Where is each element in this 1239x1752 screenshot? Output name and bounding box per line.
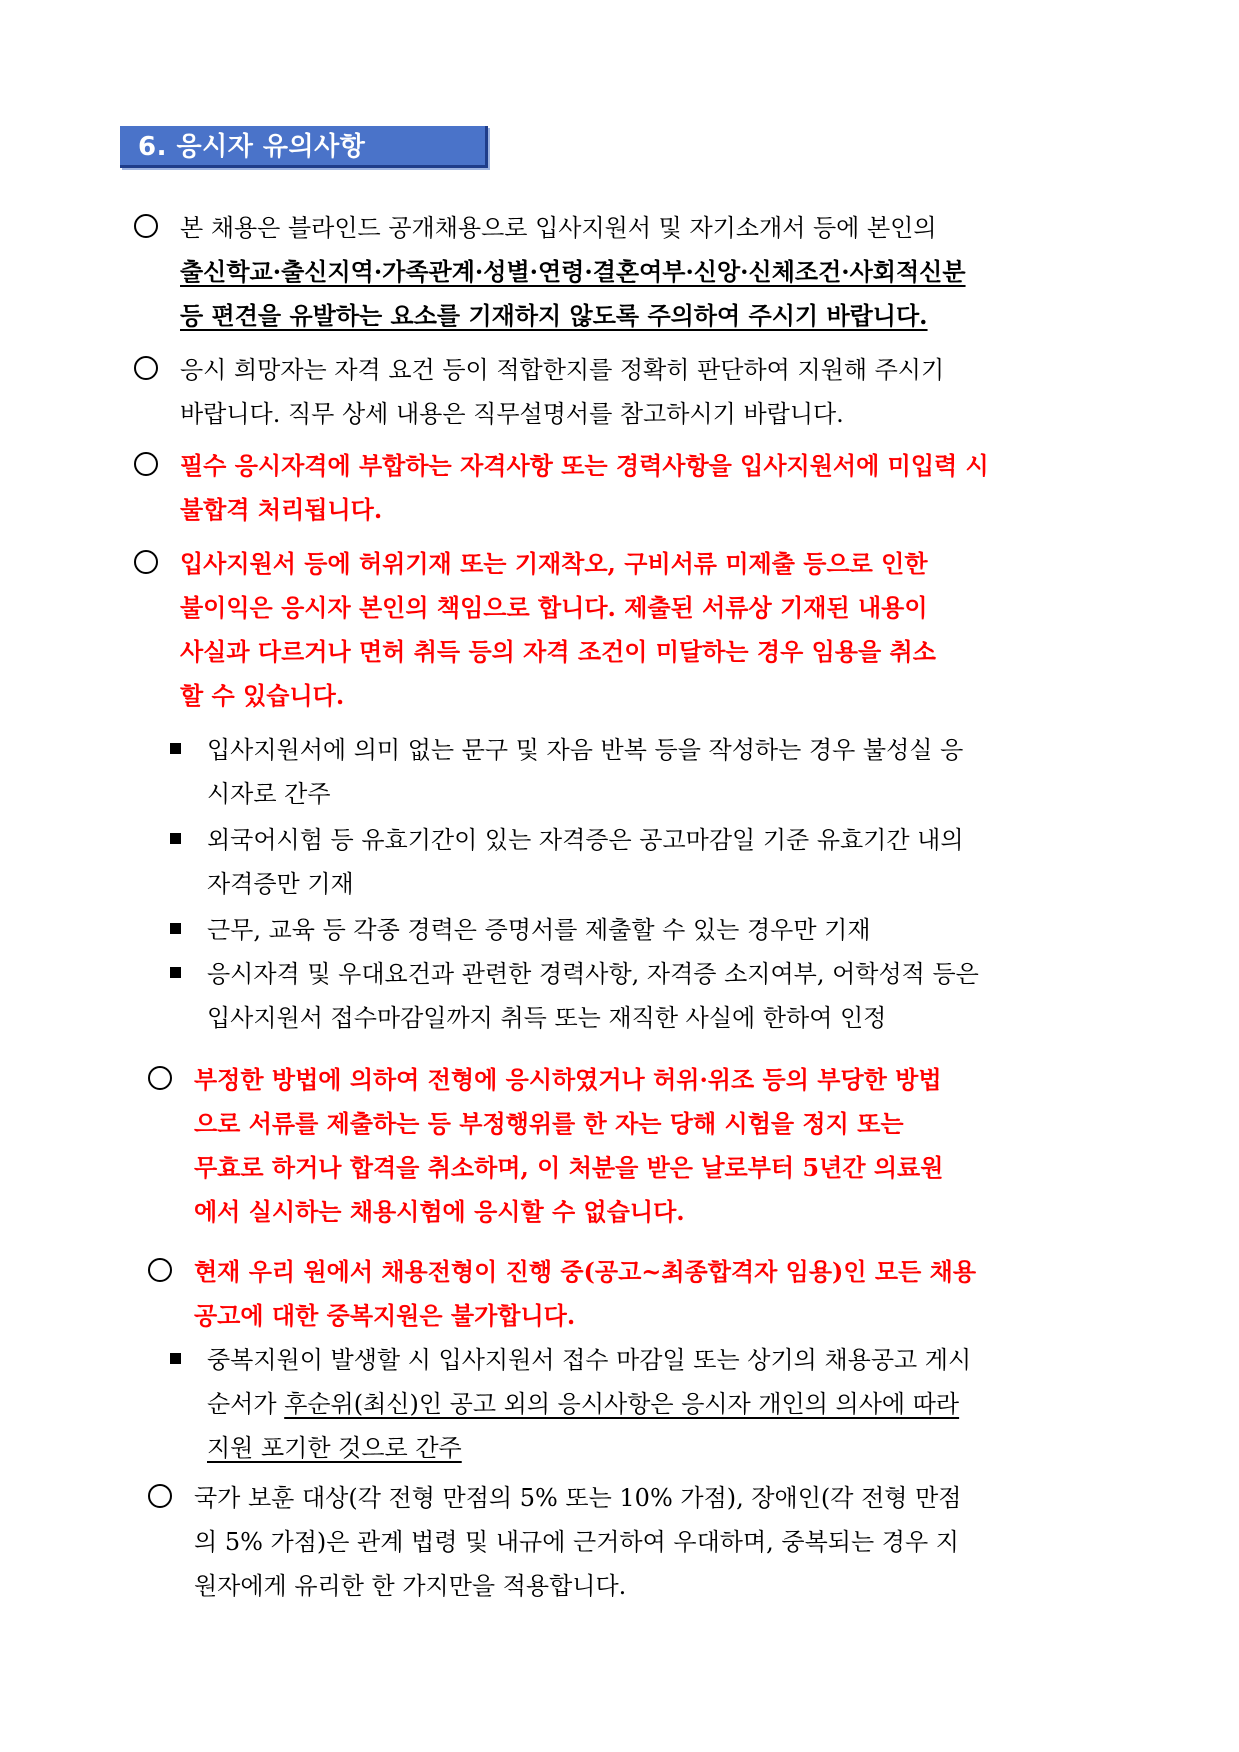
circle-bullet-icon (134, 452, 158, 476)
item-text: 의 5% 가점)은 관계 법령 및 내규에 근거하여 우대하며, 중복되는 경우 지 (194, 1528, 959, 1556)
circle-bullet-icon (134, 214, 158, 238)
item-text: 필수 응시자격에 부합하는 자격사항 또는 경력사항을 입사지원서에 미입력 시 (180, 451, 989, 480)
sub-item-text: 입사지원서 접수마감일까지 취득 또는 재직한 사실에 한하여 인정 (207, 1004, 887, 1032)
sub-item-text-line (207, 1382, 1120, 1426)
item-text: 국가 보훈 대상(각 전형 만점의 5% 또는 10% 가점), 장애인(각 전형 만점 (194, 1484, 962, 1512)
circle-bullet-icon (148, 1258, 172, 1282)
item-text: 공고에 대한 중복지원은 불가합니다. (194, 1301, 576, 1330)
sub-item-text: 중복지원이 발생할 시 입사지원서 접수 마감일 또는 상기의 채용공고 게시 (207, 1346, 972, 1374)
square-bullet-icon (170, 923, 181, 934)
square-bullet-icon (170, 1353, 181, 1364)
sub-item-text: 입사지원서에 의미 없는 문구 및 자음 반복 등을 작성하는 경우 불성실 응 (207, 736, 964, 764)
sub-item-text: 외국어시험 등 유효기간이 있는 자격증은 공고마감일 기준 유효기간 내의 (207, 826, 964, 854)
item-emphasis: 출신학교·출신지역·가족관계·성별·연령·결혼여부·신앙·신체조건·사회적신분 (180, 257, 966, 286)
item-text: 불합격 처리됩니다. (180, 495, 383, 524)
square-bullet-icon (170, 967, 181, 978)
square-bullet-icon (170, 833, 181, 844)
item-text: 응시 희망자는 자격 요건 등이 적합한지를 정확히 판단하여 지원해 주시기 (180, 356, 945, 384)
circle-bullet-icon (148, 1484, 172, 1508)
item-text: 바랍니다. 직무 상세 내용은 직무설명서를 참고하시기 바랍니다. (180, 400, 844, 428)
sub-item-text: 응시자격 및 우대요건과 관련한 경력사항, 자격증 소지여부, 어학성적 등은 (207, 960, 979, 988)
item-text: 부정한 방법에 의하여 전형에 응시하였거나 허위·위조 등의 부당한 방법 (194, 1065, 942, 1094)
section-title: 6. 응시자 유의사항 (120, 126, 488, 168)
sub-item-underlined: 후순위(최신)인 공고 외의 응시사항은 응시자 개인의 의사에 따라 (284, 1390, 960, 1418)
item-text: 불이익은 응시자 본인의 책임으로 합니다. 제출된 서류상 기재된 내용이 (180, 593, 928, 622)
sub-item-text: 시자로 간주 (207, 780, 331, 808)
circle-bullet-icon (134, 550, 158, 574)
circle-bullet-icon (134, 356, 158, 380)
item-text: 으로 서류를 제출하는 등 부정행위를 한 자는 당해 시험을 정지 또는 (194, 1109, 904, 1138)
item-emphasis: 등 편견을 유발하는 요소를 기재하지 않도록 주의하여 주시기 바랍니다. (180, 301, 928, 330)
item-text: 원자에게 유리한 한 가지만을 적용합니다. (194, 1572, 627, 1600)
item-text: 무효로 하거나 합격을 취소하며, 이 처분을 받은 날로부터 5년간 의료원 (194, 1153, 944, 1182)
sub-item-underlined: 지원 포기한 것으로 간주 (207, 1434, 462, 1462)
item-text: 사실과 다르거나 면허 취득 등의 자격 조건이 미달하는 경우 임용을 취소 (180, 637, 936, 666)
sub-item-text: 자격증만 기재 (207, 870, 354, 898)
circle-bullet-icon (148, 1066, 172, 1090)
item-text: 본 채용은 블라인드 공개채용으로 입사지원서 및 자기소개서 등에 본인의 (180, 214, 937, 242)
square-bullet-icon (170, 743, 181, 754)
item-text: 할 수 있습니다. (180, 681, 345, 710)
sub-item-text: 근무, 교육 등 각종 경력은 증명서를 제출할 수 있는 경우만 기재 (207, 916, 871, 944)
item-text: 에서 실시하는 채용시험에 응시할 수 없습니다. (194, 1197, 685, 1226)
item-text: 입사지원서 등에 허위기재 또는 기재착오, 구비서류 미제출 등으로 인한 (180, 549, 928, 578)
item-text: 현재 우리 원에서 채용전형이 진행 중(공고~최종합격자 임용)인 모든 채용 (194, 1257, 976, 1286)
sub-item-text-plain: 순서가 (207, 1390, 285, 1418)
